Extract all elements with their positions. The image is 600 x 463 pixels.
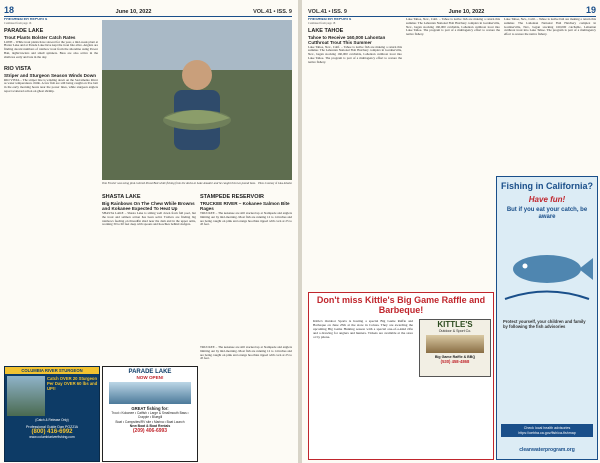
page-date: June 10, 2022 [448,9,485,15]
ad-website-link[interactable]: www.columbiariverfishing.com [29,435,75,439]
article-title: STAMPEDE RESERVOIR [200,194,264,200]
ad-cta: (Catch & Release Only) [35,418,69,422]
ad-cta: New Boat & Boat Rentals [129,424,171,428]
page-masthead: VOL.41 • ISS. 9 [253,9,292,15]
ad-headline: GREAT fishing for: [131,406,169,411]
article-title: PARADE LAKE [4,27,44,34]
article-body: TRUCKEE – The kokanee are still stacked up at Stampede and anglers limiting out by mid-morning. Most fish are running 12 to 14 inches and are being caught on pink and orange hoochies tipped with corn at 25 to 45 feet. [200,346,292,361]
angler-silhouette-icon [102,20,292,180]
caption-text: Tom Fowler was using pink colored PowerBait while fishing from the docks at Lake Amador and he caught this two pound bass. [102,181,256,185]
article-body: Lake Tahoe, Nev., Calif. – Tahoe is native fish are making a return this summer. The Lahontan National Fish Hatchery complex in Gardnerville, Nev., began stocking 160,000 catchable, Lahontan cutthroat trout into Lake Tahoe. The program is part of a multiagency effort to restore the native fishery. [308,44,402,64]
article-subtitle: TRUCKEE RIVER – Kokanee Salmon Bite Rages [200,201,290,211]
ad-headline: Catch OVER 20 Sturgeon Per Day OVER 60 lbs and UP!! [47,376,98,391]
ad-phone[interactable]: (800) 416-6992 [31,429,73,435]
article-subtitle: Tahoe to Receive 160,000 Lahontan Cutthroat Trout This Summer [308,34,386,45]
ad-services: Boat • Campsites/RV site • Marina • Boat Launch [115,420,185,424]
article-subtitle: Big Rainbows On The Chew While Browns and Kokanee Expected To Heat Up [102,201,195,211]
parade-lake-ad[interactable] [102,366,198,462]
ad-brand-link[interactable]: cleanwaterprogram.org [519,447,575,453]
ad-footer-link[interactable]: Check local health advisories https://oehha.ca.gov/fish/ca-fishmap [501,424,593,437]
page-number: 18 [4,5,15,15]
page-gutter [298,0,302,463]
promo-title: Don't miss Kittle's Big Game Raffle and Barbeque! [316,295,486,315]
photo-credit: Photo Courtesy of Lake Amador [258,182,292,185]
column-2 [406,18,500,290]
column-1 [308,18,402,290]
left-page-header [4,4,292,17]
columbia-river-ad[interactable] [4,366,100,462]
column-1 [4,18,98,318]
promo-body: Kittle's Outdoor Sports is hosting a special Big Game Raffle and Barbeque on June 25th at the store in Colusa. They are awarding the upcoming Big Game Hunting season with a special one-of-a-kind rifle and a drawing for anglers and hunters. Tickets are available at the store or by phone. [313,319,413,339]
left-page [0,0,296,463]
photo-caption [102,182,292,186]
article-body: LONE – While trout plants have slowed for the year, a mid-week plant at Harter Lake and at Parade Lake have kept the trout bite alive. Anglers are finding decent numbers of rainbow trout from the shoreline using Power Bait, nightcrawlers and small spinners. Bass are also active in the shallows early and late in the day. [4,39,98,59]
ad-title: COLUMBIA RIVER STURGEON [5,367,99,374]
article-title: RIO VISTA [4,65,32,72]
section-sub: Continued from page 16 [4,21,32,25]
column-3 [200,192,292,342]
ad-tagline: Have fun! [528,195,566,204]
ad-species: Trout • Kokanee • Catfish • Large & Smallmouth Bass • Crappie • Bluegill [111,411,189,419]
kittles-promo-block [308,292,494,460]
fish-illustration-icon [497,224,597,314]
ad-slogan: But if you eat your catch, be aware [506,207,588,220]
ad-season: NOW OPEN! [136,375,164,380]
page-date: June 10, 2022 [115,9,152,15]
article-subtitle: Striper and Sturgeon Season Winds Down [4,72,97,78]
article-body: TRUCKEE – The kokanee are still stacked up at Stampede and anglers limiting out by mid-morning. Most fish are running 12 to 14 inches and are being caught on pink and orange hoochies tipped with corn at 25 to 45 feet. [200,211,292,227]
ad-bullets: Protect yourself, your children and family by following the fish advisories [503,319,586,329]
right-page [304,0,600,463]
article-body: SHASTA LAKE – Shasta Lake is sitting well down from full pool, but the trout and salmon action has been solid. Trollers are finding big rainbows feeding on threadfin shad near the dam and in the upper arms, working 30 to 60 feet deep with spoons and hoochies behind dodgers. [102,211,196,227]
ad-headline: Fishing in California? [501,181,593,191]
article-title: SHASTA LAKE [102,194,141,200]
sturgeon-photo [7,376,45,416]
right-page-header [308,4,596,17]
store-photo [426,335,484,353]
article-body: Lake Tahoe, Nev., Calif. – Tahoe is native fish are making a return this summer. The Lahontan National Fish Hatchery complex in Gardnerville, Nev., began stocking 160,000 catchable, Lahontan cutthroat trout into Lake Tahoe. The program is part of a multiagency effort to restore the native fishery. [504,18,596,37]
ad-phone[interactable]: (530) 458-4868 [440,359,470,364]
article-title: LAKE TAHOE [308,27,344,34]
ad-title: PARADE LAKE [128,369,172,375]
ad-guide: Professional Guide Dan POZZIA [26,425,78,429]
column-3-continued [200,346,292,460]
column-2 [102,192,196,382]
ad-sub: Outdoor & Sport Co. [438,329,472,333]
section-label: FRESHWATER REPORTS [4,18,48,21]
page-number: 19 [585,5,596,15]
article-subtitle: Trout Plants Bolster Catch Rates [4,34,76,40]
page-masthead: VOL.41 • ISS. 9 [308,9,347,15]
section-label: FRESHWATER REPORTS [308,18,352,21]
fishing-photo [102,20,292,180]
article-body: Lake Tahoe, Nev., Calif. – Tahoe is native fish are making a return this summer. The Lahontan National Fish Hatchery complex in Gardnerville, Nev., began stocking 160,000 catchable, Lahontan cutthroat trout into Lake Tahoe. The program is part of a multiagency effort to restore the native fishery. [406,18,500,37]
ad-phone[interactable]: (209) 406-6993 [132,428,168,434]
section-sub: Continued from page 18 [308,21,336,25]
marina-photo [109,382,191,404]
ad-title: KITTLE'S [437,320,473,329]
article-body: RIO VISTA – The striper bite is winding down on the Sacramento River as water temperatures climb. A few fish are still being caught on live bait in the early morning hours near the power lines, while sturgeon anglers report scattered action on ghost shrimp. [4,77,98,93]
fishing-california-ad[interactable] [496,176,598,460]
kittles-ad[interactable] [419,319,491,377]
ad-tagline: Big Game Raffle & BBQ [434,355,476,359]
